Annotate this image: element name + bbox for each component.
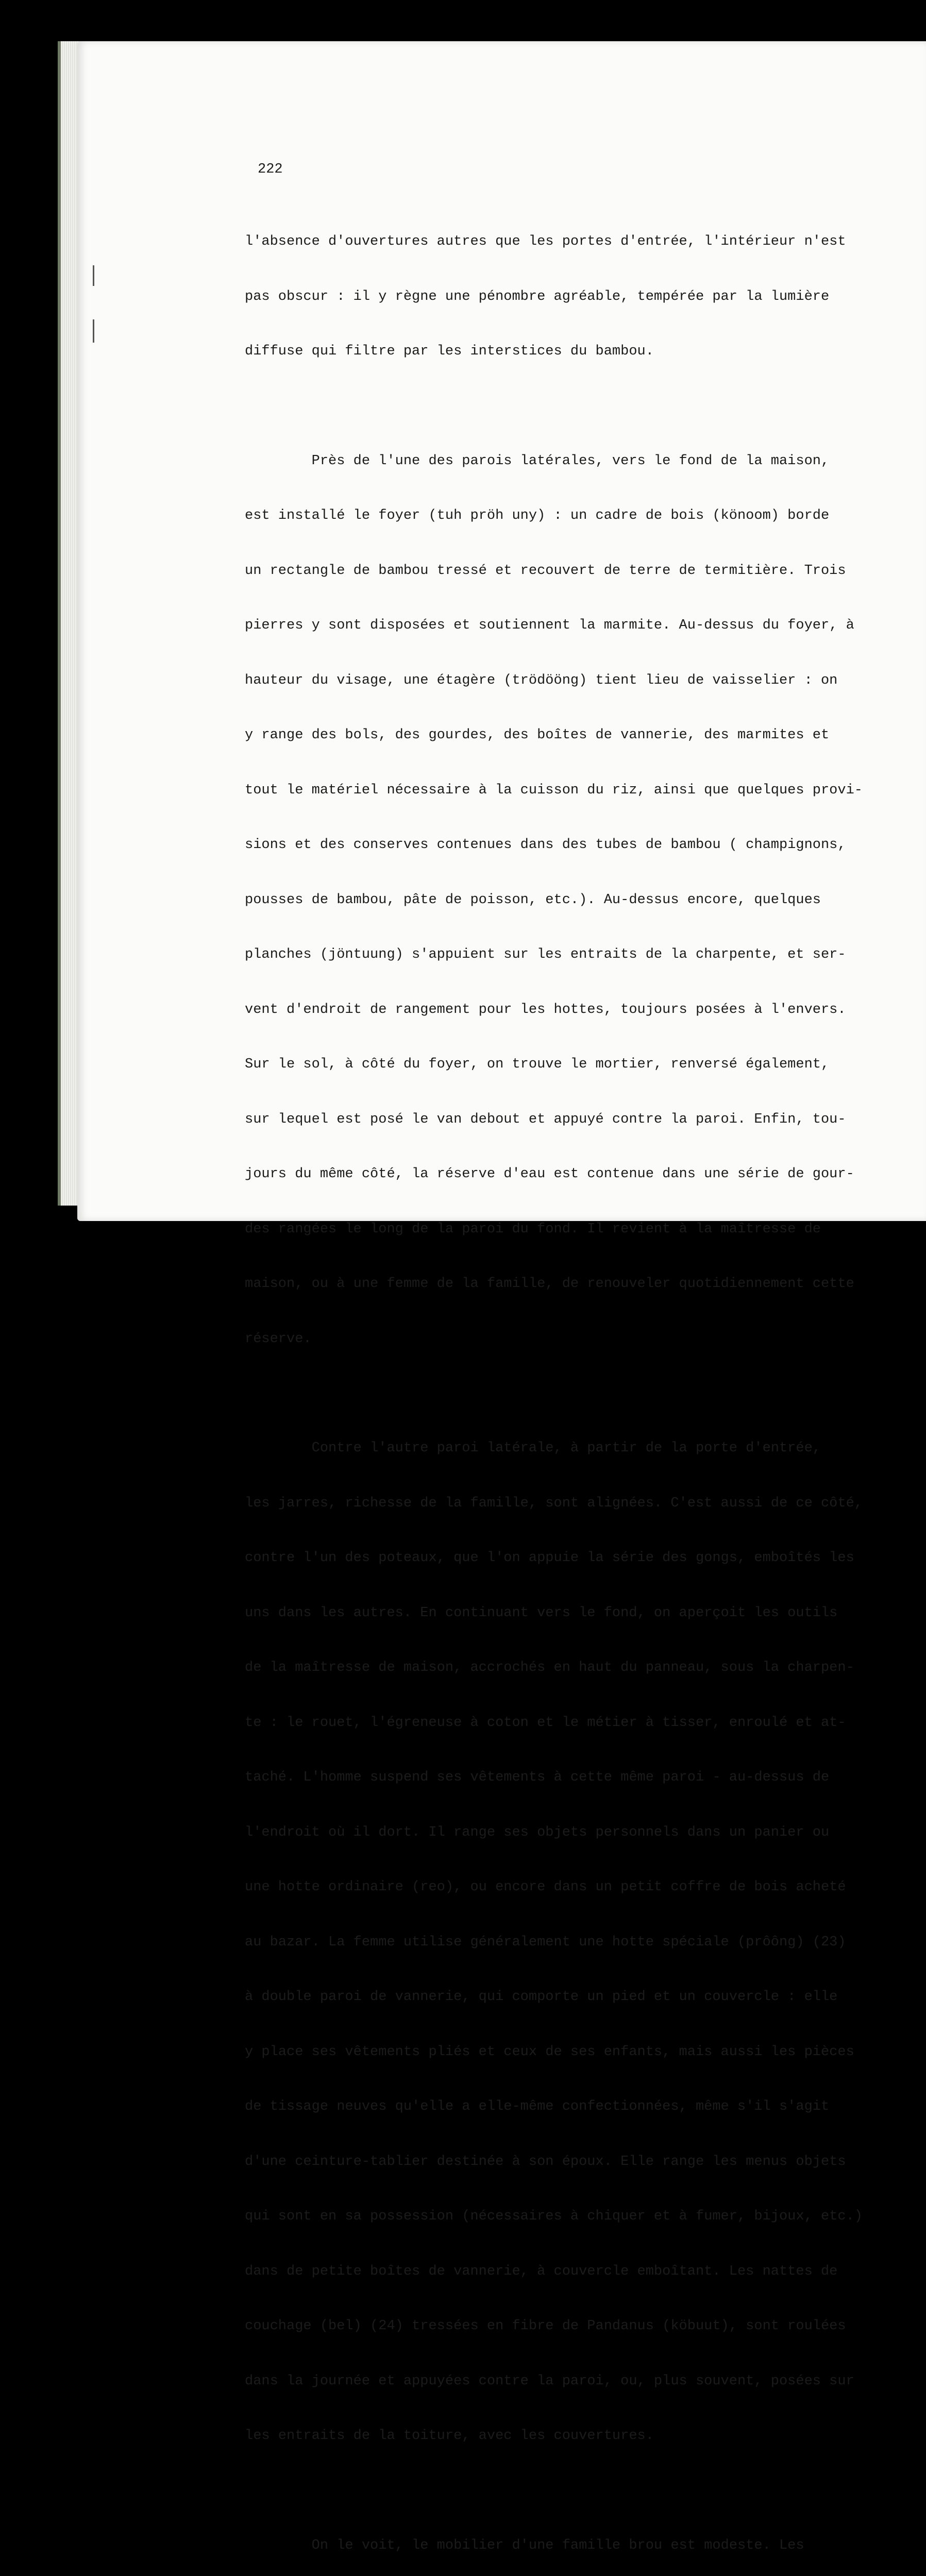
- margin-mark: [93, 265, 94, 286]
- text-line: tout le matériel nécessaire à la cuisson du riz, ainsi que quelques provi-: [245, 782, 879, 800]
- text-line: On le voit, le mobilier d'une famille brou est modeste. Les: [245, 2537, 879, 2555]
- text-line: y range des bols, des gourdes, des boîtes de vannerie, des marmites et: [245, 726, 879, 745]
- text-line: Contre l'autre paroi latérale, à partir de la porte d'entrée,: [245, 1439, 879, 1458]
- text-line: pousses de bambou, pâte de poisson, etc.). Au-dessus encore, quelques: [245, 891, 879, 910]
- text-line: te : le rouet, l'égreneuse à coton et le métier à tisser, enroulé et at-: [245, 1714, 879, 1733]
- text-line: des rangées le long de la paroi du fond. Il revient à la maîtresse de: [245, 1221, 879, 1239]
- text-line: à double paroi de vannerie, qui comporte un pied et un couvercle : elle: [245, 1988, 879, 2007]
- text-line: l'absence d'ouvertures autres que les portes d'entrée, l'intérieur n'est: [245, 233, 879, 251]
- text-line: taché. L'homme suspend ses vêtements à cette même paroi - au-dessus de: [245, 1769, 879, 1787]
- page-number: 222: [258, 161, 879, 179]
- text-line: d'une ceinture-tablier destinée à son époux. Elle range les menus objets: [245, 2153, 879, 2172]
- text-line: réserve.: [245, 1330, 879, 1349]
- text-line: pierres y sont disposées et soutiennent la marmite. Au-dessus du foyer, à: [245, 617, 879, 635]
- text-line: jours du même côté, la réserve d'eau est contenue dans une série de gour-: [245, 1165, 879, 1184]
- text-line: dans la journée et appuyées contre la paroi, ou, plus souvent, posées sur: [245, 2372, 879, 2391]
- text-line: contre l'un des poteaux, que l'on appuie la série des gongs, emboîtés les: [245, 1549, 879, 1568]
- text-line: les entraits de la toiture, avec les couvertures.: [245, 2427, 879, 2446]
- text-line: maison, ou à une femme de la famille, de renouveler quotidiennement cette: [245, 1275, 879, 1294]
- text-line: vent d'endroit de rangement pour les hottes, toujours posées à l'envers.: [245, 1001, 879, 1020]
- page-text: [245, 161, 879, 2576]
- text-line: y place ses vêtements pliés et ceux de ses enfants, mais aussi les pièces: [245, 2043, 879, 2062]
- text-line: de la maîtresse de maison, accrochés en haut du panneau, sous la charpen-: [245, 1659, 879, 1677]
- text-line: sur lequel est posé le van debout et appuyé contre la paroi. Enfin, tou-: [245, 1111, 879, 1129]
- text-line: est installé le foyer (tuh pröh uny) : un cadre de bois (könoom) borde: [245, 507, 879, 526]
- text-line: sions et des conserves contenues dans des tubes de bambou ( champignons,: [245, 836, 879, 855]
- paragraph-1: [245, 196, 879, 398]
- paragraph-3: [245, 1403, 879, 2482]
- paragraph-4: [245, 2500, 879, 2576]
- text-line: couchage (bel) (24) tressées en fibre de Pandanus (köbuut), sont roulées: [245, 2317, 879, 2336]
- text-line: une hotte ordinaire (reo), ou encore dans un petit coffre de bois acheté: [245, 1878, 879, 1897]
- text-line: dans de petite boîtes de vannerie, à couvercle emboîtant. Les nattes de: [245, 2263, 879, 2281]
- text-line: l'endroit où il dort. Il range ses objets personnels dans un panier ou: [245, 1824, 879, 1842]
- text-line: un rectangle de bambou tressé et recouvert de terre de termitière. Trois: [245, 562, 879, 581]
- text-line: Sur le sol, à côté du foyer, on trouve le mortier, renversé également,: [245, 1056, 879, 1074]
- text-line: au bazar. La femme utilise généralement une hotte spéciale (prôông) (23): [245, 1934, 879, 1952]
- text-line: Près de l'une des parois latérales, vers le fond de la maison,: [245, 452, 879, 471]
- text-line: de tissage neuves qu'elle a elle-même confectionnées, même s'il s'agit: [245, 2098, 879, 2116]
- text-line: les jarres, richesse de la famille, sont alignées. C'est aussi de ce côté,: [245, 1495, 879, 1513]
- text-line: planches (jöntuung) s'appuient sur les entraits de la charpente, et ser-: [245, 946, 879, 964]
- text-line: hauteur du visage, une étagère (trödööng) tient lieu de vaisselier : on: [245, 672, 879, 690]
- text-line: diffuse qui filtre par les interstices du bambou.: [245, 343, 879, 361]
- text-line: qui sont en sa possession (nécessaires à chiquer et à fumer, bijoux, etc.): [245, 2208, 879, 2226]
- paragraph-2: [245, 416, 879, 1385]
- text-line: uns dans les autres. En continuant vers le fond, on aperçoit les outils: [245, 1604, 879, 1623]
- text-line: pas obscur : il y règne une pénombre agréable, tempérée par la lumière: [245, 288, 879, 307]
- margin-mark: [93, 319, 94, 343]
